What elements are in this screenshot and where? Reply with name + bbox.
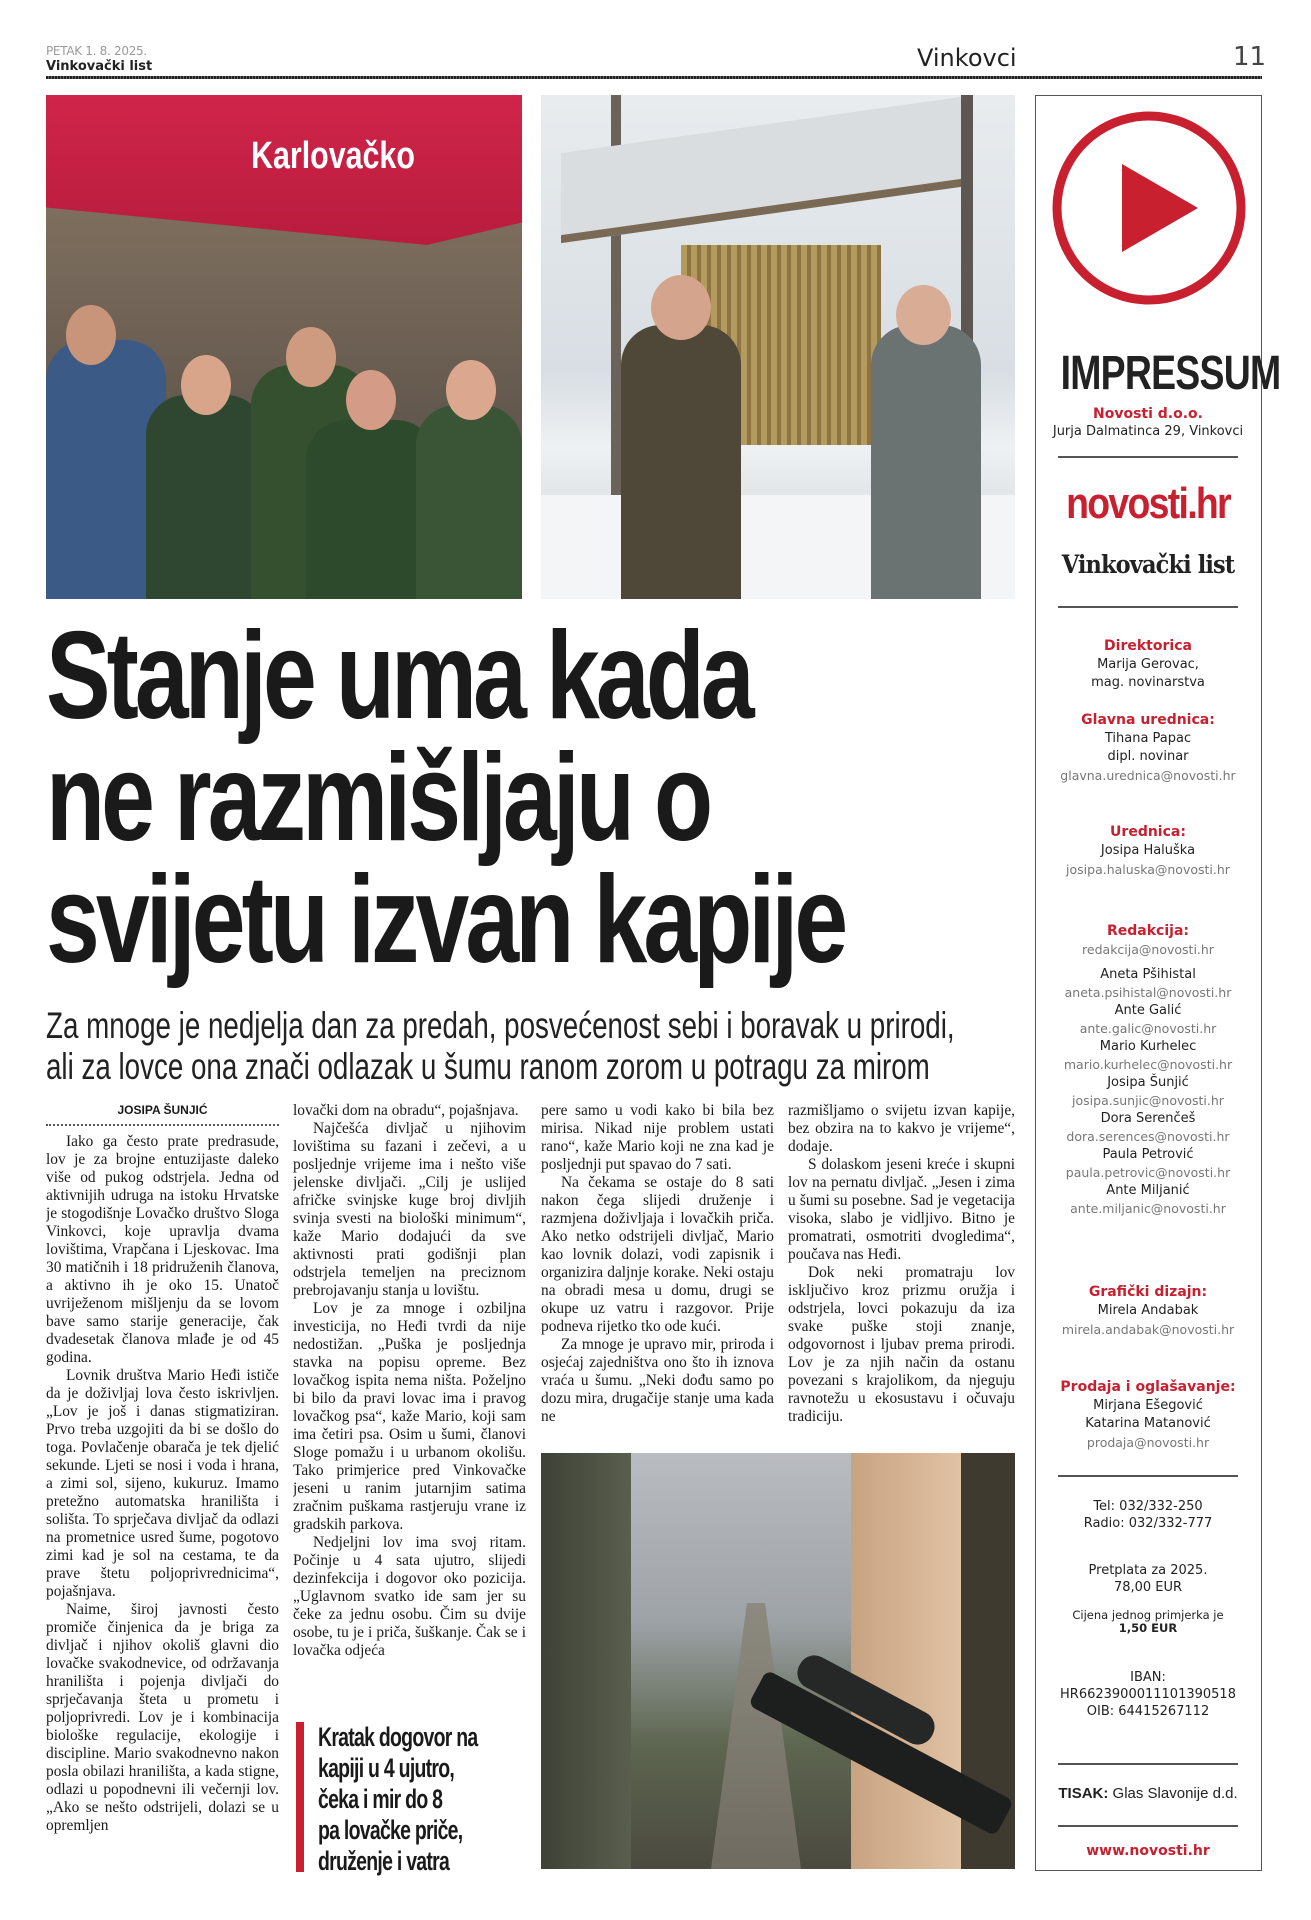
printer-name: Glas Slavonije d.d. [1112,1785,1238,1802]
paragraph: lovački dom na obradu“, pojašnjava. [293,1102,519,1119]
editor-name: Josipa Haluška [1100,843,1196,858]
staff-email[interactable]: ante.galic@novosti.hr [1079,1021,1217,1036]
photo-hunters-group [46,95,522,599]
chief-editor-label: Glavna urednica: [1081,712,1215,728]
staff-name: Ante Miljanić [1106,1183,1190,1198]
sales-label: Prodaja i oglašavanje: [1060,1379,1236,1395]
byline-divider [46,1124,279,1126]
article-column-1 [46,1133,279,1875]
subtitle-line: ali za lovce ona znači odlazak u šumu ranom zorom u potragu za mirom [46,1046,930,1087]
paragraph: Dok neki promatraju lov isključivo kroz prizmu oružja i odstrjela, lovci pokazuju da iza svake puške stoji znanje, odgovornost i ljubav prema prirodi. Lov je za njih način da ostanu povezani s krajolikom, da njeguju ravnotežu u ekosustavu i očuvaju tradiciju. [788,1264,1015,1425]
editor-label: Urednica: [1110,824,1186,840]
iban-label: IBAN: [1130,1670,1166,1685]
article-column-3 [541,1102,774,1442]
staff-name: Josipa Šunjić [1107,1075,1189,1090]
radio-phone: Radio: 032/332-777 [1083,1516,1213,1531]
staff-email[interactable]: paula.petrovic@novosti.hr [1065,1165,1231,1180]
headline-line: Stanje uma kada [46,607,751,745]
pull-quote-line: kapiji u 4 ujutro, [318,1753,455,1783]
pull-quote-line: Kratak dogovor na [318,1722,478,1752]
page-number: 11 [1233,42,1267,72]
pull-quote-line: druženje i vatra [318,1846,450,1876]
staff-list [1036,966,1260,1218]
impressum-box [1035,95,1281,1871]
oib: OIB: 64415267112 [1086,1704,1210,1719]
author-byline: JOSIPA ŠUNJIĆ [117,1103,208,1117]
paragraph: Lov je za mnoge i ozbiljna investicija, no Heđi tvrdi da nije nedostižan. „Puška je posljednja stavka na popisu opreme. Bez lovačkog ispita nema ništa. Poželjno bi bilo da pravi lovac ima i pravog lovačkog psa“, kaže Mario, koji sam ima četiri psa. Osim u šumi, članovi Sloge pomažu i u urbanom okolišu. Tako primjerice pred Vinkovačke jeseni u ranim jutarnjim satima zračnim puškama rastjeruju vrane iz gradskih parkova. [293,1300,526,1533]
issue-date: PETAK 1. 8. 2025. [46,44,147,58]
sales-email[interactable]: prodaja@novosti.hr [1086,1435,1210,1450]
divider [1058,1475,1238,1477]
staff-email[interactable]: mario.kurhelec@novosti.hr [1063,1057,1233,1072]
director-label: Direktorica [1104,638,1192,654]
editor-email[interactable]: josipa.haluska@novosti.hr [1066,862,1230,877]
paragraph: Na čekama se ostaje do 8 sati nakon čega slijedi druženje i razmjena doživljaja i lovačkih priča. Ako netko odstrijeli divljač, Mario kao lovnik dolazi, vodi zapisnik i organizira daljnje korake. Neki ostaju na obradi mesa u domu, drugi se okupe uz vatru i razgovor. Prije podneva rijetko tko ode kući. [541,1174,774,1335]
umbrella-brand-text: Karlovačko [251,135,415,177]
printer-line [1036,1784,1260,1804]
design-label: Grafički dizajn: [1088,1284,1208,1300]
paragraph: razmišljamo o svijetu izvan kapije, bez obzira na to kakvo je vrijeme“, dodaje. [788,1102,1015,1155]
photo-forest-rifle [541,1453,1015,1869]
article-column-2 [293,1102,526,1708]
headline-line: ne razmišljaju o [46,729,710,867]
copy-price-label: Cijena jednog primjerka je [1072,1608,1224,1622]
paragraph: Naime, široj javnosti često promiče činjenica da je briga za divljač i njihov okoliš glavni dio lovačke svakodnevice, od održavanja hranilišta i pojenja divljači do sprječavanja šteta u prometu i poljoprivredi. Lov je i kombinacija biološke regulacije, ekologije i discipline. Mario svakodnevno nakon posla obilazi hranilišta, a kada stigne, odlazi u popodnevni ili večernji lov. „Ako se nešto odstrijeli, dolazi se u opremljen [46,1601,279,1834]
article-column-4 [788,1102,1015,1442]
staff-name: Mario Kurhelec [1099,1039,1197,1054]
section-title: Vinkovci [917,44,1017,72]
printer-label: TISAK: [1058,1785,1109,1802]
staff-name: Ante Galić [1114,1003,1182,1018]
paragraph: S dolaskom jeseni kreće i skupni lov na pernatu divljač. „Jesen i zima u šumi su posebne. Sad je vegetacija visoka, slabo je vidljivo. Bitno je promatrati, osmotriti dvogledima“, poučava nas Heđi. [788,1156,1015,1263]
novosti-logo: novosti.hr [1066,479,1230,528]
chief-editor-email[interactable]: glavna.urednica@novosti.hr [1060,768,1236,783]
chief-editor-title: dipl. novinar [1107,749,1189,764]
company-name: Novosti d.o.o. [1093,406,1203,422]
website-link[interactable]: www.novosti.hr [1086,1843,1210,1859]
staff-name: Aneta Pšihistal [1100,967,1196,982]
staff-email[interactable]: josipa.sunjic@novosti.hr [1072,1093,1224,1108]
paragraph: Iako ga često prate predrasude, lov je za brojne entuzijaste daleko više od pukog odstrjela. Jedna od aktivnijih udruga na istoku Hrvatske je stogodišnje Lovačko društvo Sloga Vinkovci, koje upravlja dvama lovištima, Vrapčana i Ljeskovac. Ima 30 matičnih i 18 pridruženih članova, a aktivno ih je oko 15. Unatoč uvriježenom mišljenju da se lovom bave samo starije generacije, čak dvadesetak članova mlađe je od 45 godina. [46,1133,279,1366]
staff-email[interactable]: ante.miljanic@novosti.hr [1070,1201,1226,1216]
staff-email[interactable]: dora.serences@novosti.hr [1066,1129,1230,1144]
play-logo-icon [1050,109,1248,307]
director-name: Marija Gerovac, [1097,657,1199,672]
divider [1058,606,1238,608]
impressum-title: IMPRESSUM [1060,347,1281,400]
staff-name: Paula Petrović [1102,1147,1194,1162]
subscription-label: Pretplata za 2025. [1088,1563,1208,1578]
iban: HR6623900011101390518 [1060,1687,1236,1702]
pull-quote-line: pa lovačke priče, [318,1815,463,1845]
newsroom-email[interactable]: redakcija@novosti.hr [1082,942,1214,957]
staff-name: Dora Serenčeš [1100,1111,1196,1126]
divider [1058,1763,1238,1765]
subscription-price: 78,00 EUR [1113,1580,1183,1595]
designer-name: Mirela Andabak [1097,1303,1199,1318]
newsroom-label: Redakcija: [1107,923,1189,939]
sales-name: Katarina Matanović [1085,1416,1211,1431]
phone: Tel: 032/332-250 [1093,1499,1203,1514]
divider [1058,456,1238,458]
vinkovacki-list-logo: Vinkovački list [1061,550,1235,579]
paragraph: Lovnik društva Mario Heđi ističe da je doživljaj lova često iskrivljen. „Lov je još i danas stigmatiziran. Prvo treba uzgojiti da bi se došlo do toga. Povlačenje obarača je tek djelić sekunde. Ljeti se nosi i voda i hrana, a zimi sol, sijeno, kukuruz. Imamo pretežno automatska hranilišta i solišta. To sprječava divljač da odlazi na prometnice usred šume, pogotovo zimi kad je sol na cestama, te da prave štetu poljoprivrednicima“, pojašnjava. [46,1367,279,1600]
subtitle-line: Za mnoge je nedjelja dan za predah, posvećenost sebi i boravak u prirodi, [46,1005,955,1046]
designer-email[interactable]: mirela.andabak@novosti.hr [1061,1322,1235,1337]
chief-editor-name: Tihana Papac [1104,731,1192,746]
copy-price: 1,50 EUR [1118,1621,1178,1635]
staff-email[interactable]: aneta.psihistal@novosti.hr [1064,985,1232,1000]
paragraph: pere samo u vodi kako bi bila bez mirisa. Nikad nije problem ustati rano“, kaže Mario koji ne zna kad je posljednji put spavao do 7 sati. [541,1102,774,1173]
article-subtitle [46,1005,1046,1087]
photo-hunters-feeder-winter [541,95,1015,599]
pull-quote [296,1722,531,1876]
pull-quote-line: čeka i mir do 8 [318,1784,443,1814]
paragraph: Najčešća divljač u njihovim lovištima su fazani i zečevi, a u posljednje vrijeme ima i nešto više jelenske divljači. „Cilj je uslijed afričke svinjske kuge broj divljih svinja svesti na biološki minimum“, kaže Mario dodajući da sve aktivnosti prati godišnji plan odstrjela temeljen na preciznom prebrojavanju stanja u lovištu. [293,1120,526,1299]
header-rule [46,76,1262,79]
director-title: mag. novinarstva [1091,675,1205,690]
headline-line: svijetu izvan kapije [46,851,845,989]
company-address: Jurja Dalmatinca 29, Vinkovci [1052,424,1244,439]
article-headline [46,607,1046,989]
sales-name: Mirjana Ešegović [1093,1398,1203,1413]
paragraph: Za mnoge je upravo mir, priroda i osjećaj zajedništva ono što ih iznova vraća u šumu. „Neki dođu samo po dozu mira, drugačije stanje uma kada ne [541,1336,774,1425]
paragraph: Nedjeljni lov ima svoj ritam. Počinje u 4 sata ujutro, slijedi dezinfekcija i dogovor oko pozicija. „Uglavnom svatko ide sam jer su čeke za jednu osobu. Čim su dvije osobe, tu je i priča, šuškanje. Čak se i lovačka odjeća [293,1534,526,1659]
paper-name: Vinkovački list [46,59,153,74]
divider [1058,1825,1238,1827]
